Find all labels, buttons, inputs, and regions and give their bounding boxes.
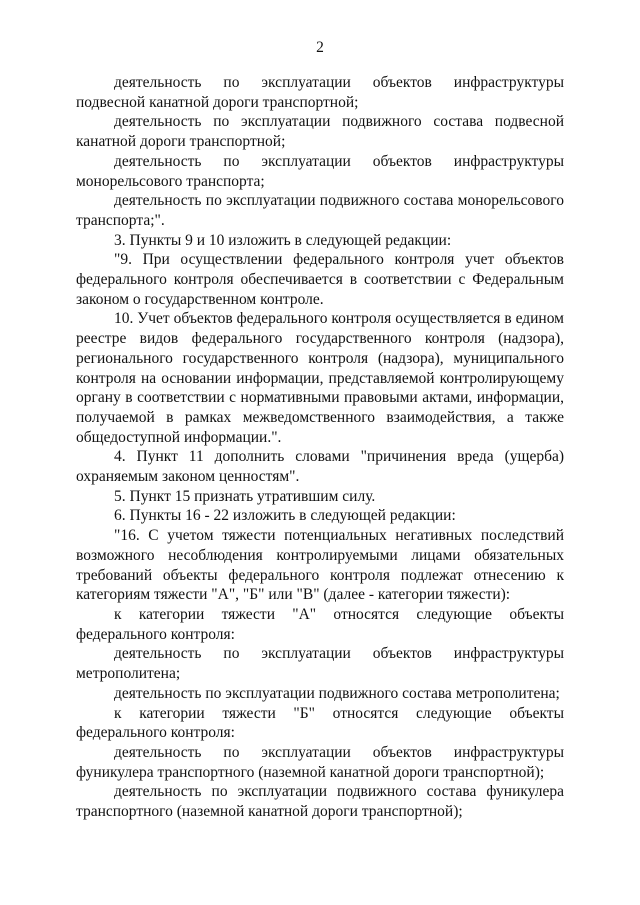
paragraph: деятельность по эксплуатации объектов инфраструктуры монорельсового транспорта;: [76, 152, 564, 190]
paragraph: "16. С учетом тяжести потенциальных негативных последствий возможного несоблюдения контролируемыми лицами обязательных требований объекты федерального контроля подлежат отнесению к категориям тяжести "А", "Б" или "В" (далее - категории тяжести):: [76, 527, 564, 604]
paragraph: деятельность по эксплуатации объектов инфраструктуры фуникулера транспортного (наземной канатной дороги транспортной);: [76, 743, 564, 781]
paragraph: к категории тяжести "А" относятся следующие объекты федерального контроля:: [76, 605, 564, 643]
paragraph: деятельность по эксплуатации объектов инфраструктуры подвесной канатной дороги транспортной;: [76, 74, 564, 111]
paragraph: 10. Учет объектов федерального контроля осуществляется в едином реестре видов федерального государственного контроля (надзора), регионального государственного контроля (надзора), муниципального контроля на основании информации, представляемой контролирующему органу в соответствии с нормативными правовыми актами, информации, получаемой в рамках межведомственного взаимодействия, а также общедоступной информации.".: [76, 310, 564, 446]
paragraph: деятельность по эксплуатации объектов инфраструктуры метрополитена;: [76, 645, 564, 683]
paragraph: 5. Пункт 15 признать утратившим силу.: [114, 487, 376, 505]
paragraph: деятельность по эксплуатации подвижного состава метрополитена;: [114, 684, 560, 702]
paragraph: деятельность по эксплуатации подвижного состава подвесной канатной дороги транспортной;: [76, 113, 564, 151]
paragraph: 4. Пункт 11 дополнить словами "причинения вреда (ущерба) охраняемым законом ценностям".: [76, 448, 564, 486]
paragraph: деятельность по эксплуатации подвижного состава монорельсового транспорта;".: [76, 192, 564, 229]
paragraph: "9. При осуществлении федерального контроля учет объектов федерального контроля обеспечивается в соответствии с Федеральным законом о государственном контроле.: [76, 251, 564, 308]
paragraph: 6. Пункты 16 - 22 изложить в следующей редакции:: [114, 507, 456, 525]
paragraph: к категории тяжести "Б" относятся следующие объекты федерального контроля:: [76, 704, 564, 742]
paragraph: деятельность по эксплуатации подвижного состава фуникулера транспортного (наземной канатной дороги транспортной);: [76, 783, 564, 821]
page-number: 2: [316, 39, 324, 56]
paragraph: 3. Пункты 9 и 10 изложить в следующей редакции:: [114, 231, 452, 249]
document-body: [76, 73, 564, 822]
